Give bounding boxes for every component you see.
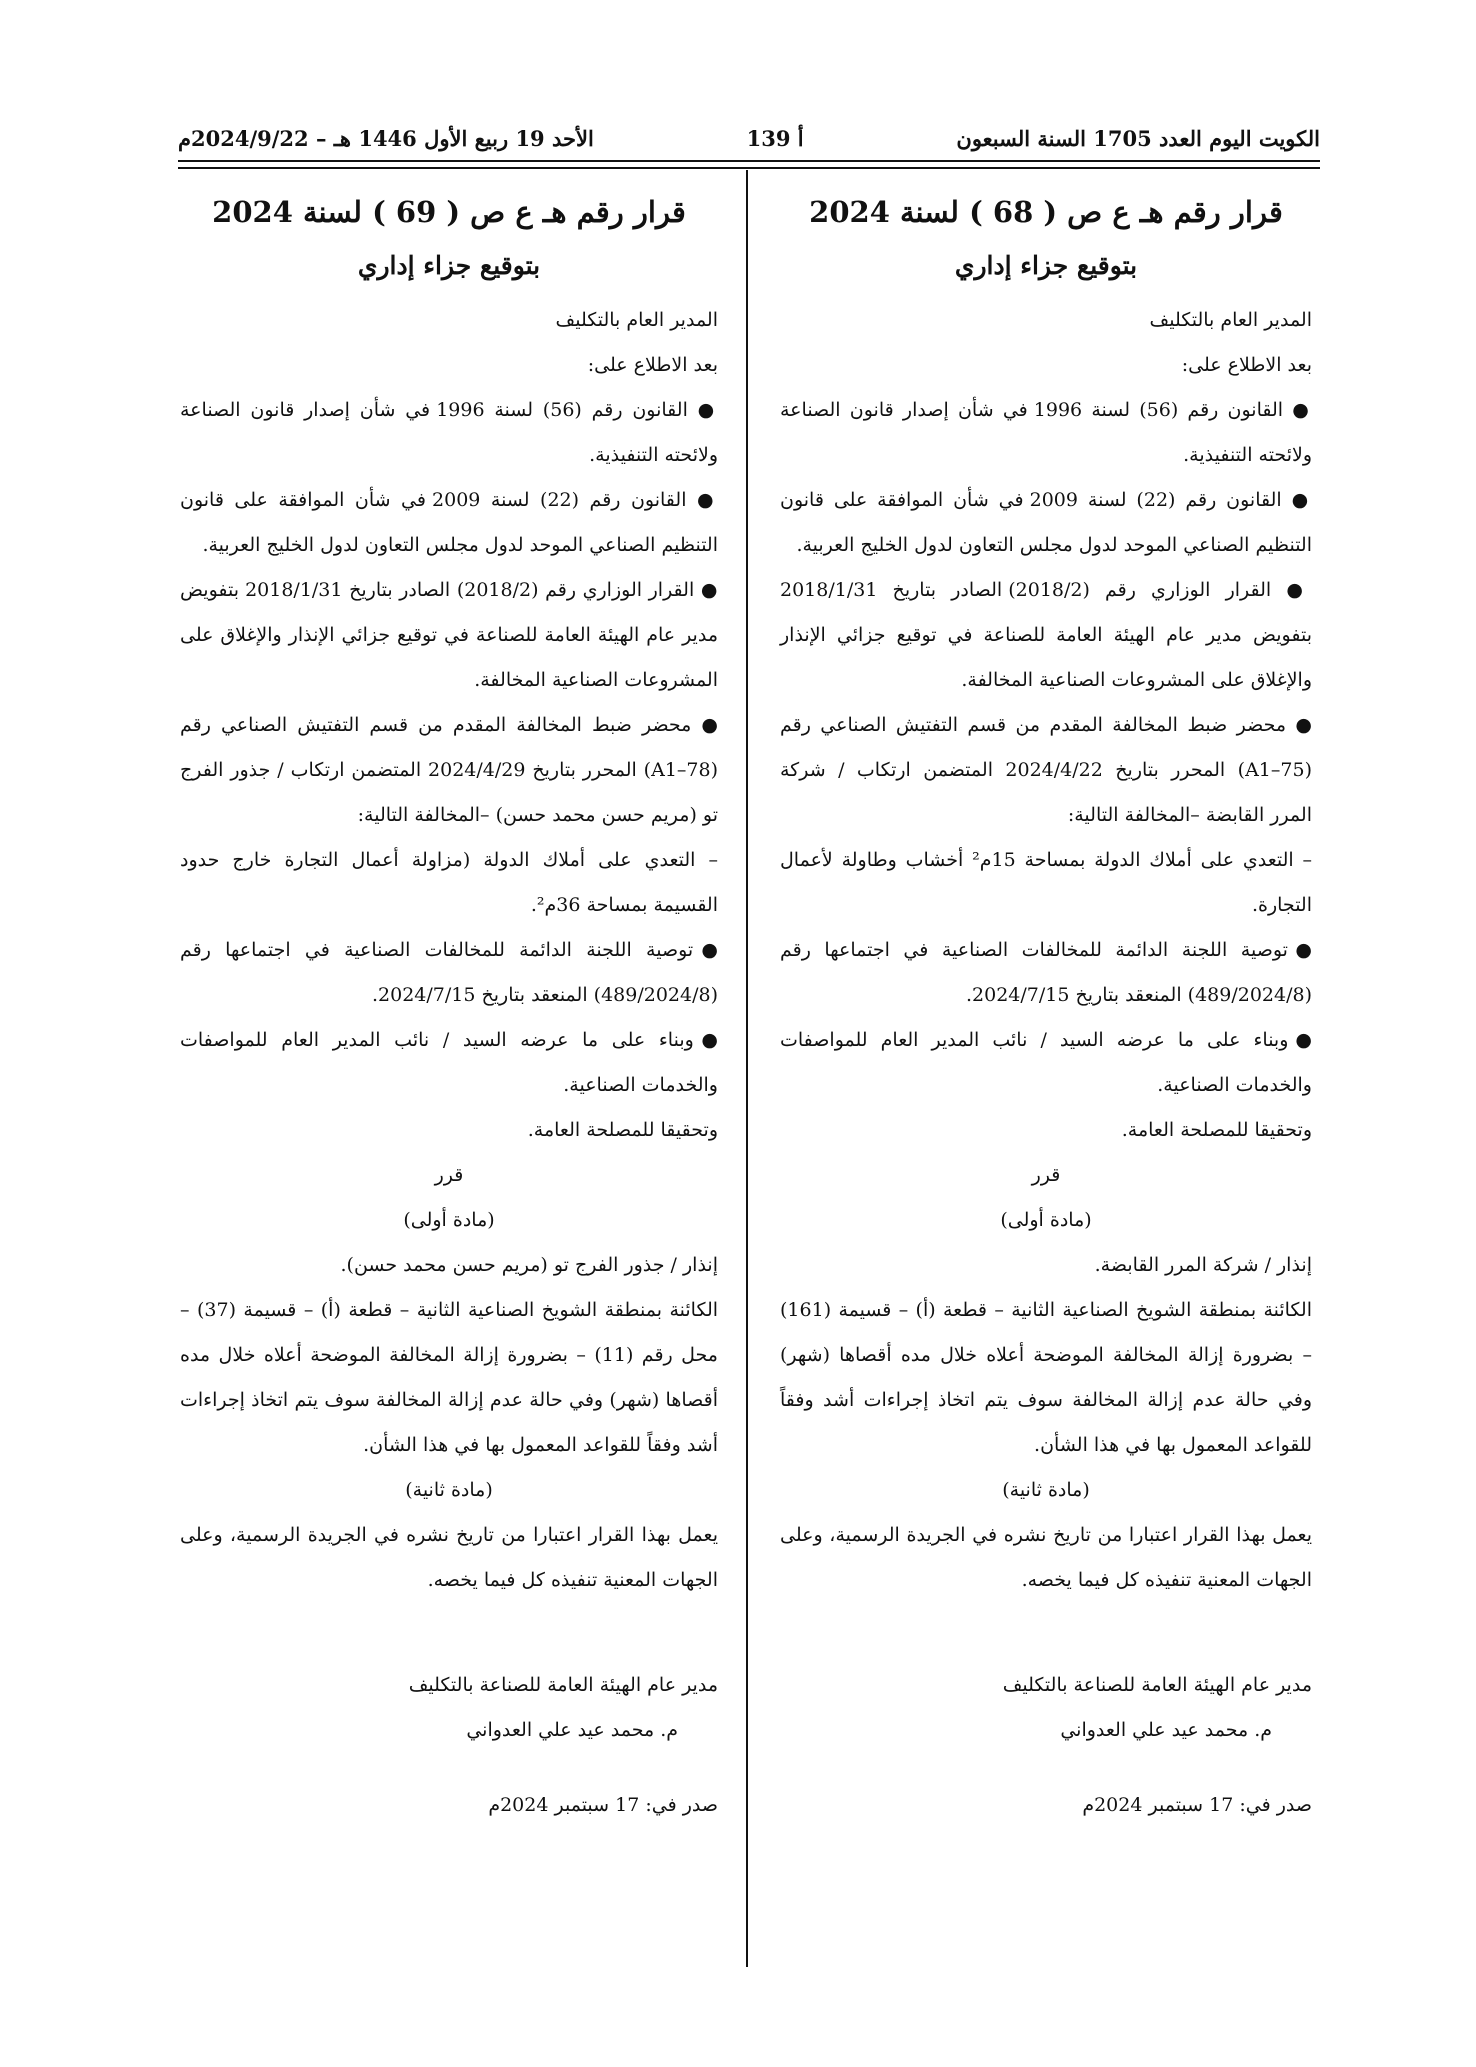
decision-subtitle: بتوقيع جزاء إداري: [357, 251, 541, 280]
decision-subtitle: بتوقيع جزاء إداري: [954, 251, 1138, 280]
decided-heading: قرر: [434, 1164, 464, 1186]
decision-title: قرار رقم هـ ع ص ( 69 ) لسنة 2024: [212, 195, 686, 229]
issue-date: صدر في: 17 سبتمبر 2024م: [1082, 1794, 1312, 1816]
decision-69: [180, 180, 718, 1828]
paragraph: إنذار / شركة المرر القابضة.: [1094, 1254, 1312, 1276]
paragraph: وتحقيقا للمصلحة العامة.: [527, 1119, 718, 1141]
decided-heading: قرر: [1031, 1164, 1061, 1186]
signature-title: مدير عام الهيئة العامة للصناعة بالتكليف: [1002, 1674, 1312, 1696]
paragraph: المدير العام بالتكليف: [555, 309, 718, 331]
paragraph: ● القرار الوزاري رقم (2018/2) الصادر بتاريخ 2018/1/31 بتفويض مدير عام الهيئة العامة للصناعة في توقيع جزائي الإنذار والإغلاق على المشروعات الصناعية المخالفة.: [780, 579, 1312, 691]
page-number: أ 139: [746, 125, 804, 151]
page-header: [178, 118, 1320, 158]
paragraph: ●وبناء على ما عرضه السيد / نائب المدير العام للمواصفات والخدمات الصناعية.: [180, 1029, 718, 1096]
paragraph: يعمل بهذا القرار اعتبارا من تاريخ نشره في الجريدة الرسمية، وعلى الجهات المعنية تنفيذه كل فيما يخصه.: [780, 1524, 1312, 1591]
header-date: الأحد 19 ربيع الأول 1446 هـ – 2024/9/22م: [178, 125, 594, 151]
paragraph: يعمل بهذا القرار اعتبارا من تاريخ نشره في الجريدة الرسمية، وعلى الجهات المعنية تنفيذه كل فيما يخصه.: [180, 1524, 718, 1591]
paragraph: ● القانون رقم (22) لسنة 2009 في شأن الموافقة على قانون التنظيم الصناعي الموحد لدول مجلس التعاون لدول الخليج العربية.: [780, 489, 1313, 556]
paragraph: ● محضر ضبط المخالفة المقدم من قسم التفتيش الصناعي رقم (A1–78) المحرر بتاريخ 2024/4/29 المتضمن ارتكاب / جذور الفرج تو (مريم حسن محمد حسن) –المخالفة التالية:: [180, 714, 719, 826]
paragraph: ●توصية اللجنة الدائمة للمخالفات الصناعية في اجتماعها رقم (489/2024/8) المنعقد بتاريخ 2024/7/15.: [180, 939, 718, 1006]
paragraph: الكائنة بمنطقة الشويخ الصناعية الثانية – قطعة (أ) – قسيمة (161) – بضرورة إزالة المخالفة الموضحة أعلاه خلال مده أقصاها (شهر) وفي حالة عدم إزالة المخالفة سوف يتم اتخاذ إجراءات أشد وفقاً للقواعد المعمول بها في هذا الشأن.: [780, 1299, 1312, 1456]
paragraph: بعد الاطلاع على:: [587, 354, 718, 376]
paragraph: ●توصية اللجنة الدائمة للمخالفات الصناعية في اجتماعها رقم (489/2024/8) المنعقد بتاريخ 2024/7/15.: [780, 939, 1312, 1006]
paragraph: ● محضر ضبط المخالفة المقدم من قسم التفتيش الصناعي رقم (A1–75) المحرر بتاريخ 2024/4/22 المتضمن ارتكاب / شركة المرر القابضة –المخالفة التالية:: [780, 714, 1312, 826]
issue-date: صدر في: 17 سبتمبر 2024م: [488, 1794, 718, 1816]
column-divider: [746, 170, 748, 1967]
paragraph: ●وبناء على ما عرضه السيد / نائب المدير العام للمواصفات والخدمات الصناعية.: [780, 1029, 1312, 1096]
signature-title: مدير عام الهيئة العامة للصناعة بالتكليف: [408, 1674, 718, 1696]
decision-68: [780, 180, 1312, 1828]
article-heading: (مادة أولى): [403, 1209, 495, 1231]
decision-title: قرار رقم هـ ع ص ( 68 ) لسنة 2024: [809, 195, 1283, 229]
paragraph: إنذار / جذور الفرج تو (مريم حسن محمد حسن).: [340, 1254, 718, 1276]
article-heading: (مادة ثانية): [1002, 1479, 1090, 1501]
signature-name: م. محمد عيد علي العدواني: [1060, 1719, 1272, 1741]
paragraph: ● القانون رقم (56) لسنة 1996 في شأن إصدار قانون الصناعة ولائحته التنفيذية.: [780, 399, 1312, 466]
paragraph: بعد الاطلاع على:: [1181, 354, 1312, 376]
header-rule: [178, 160, 1320, 162]
signature-name: م. محمد عيد علي العدواني: [466, 1719, 678, 1741]
header-rule: [178, 167, 1320, 169]
paragraph: ● القانون رقم (56) لسنة 1996 في شأن إصدار قانون الصناعة ولائحته التنفيذية.: [180, 399, 719, 466]
paragraph: – التعدي على أملاك الدولة (مزاولة أعمال التجارة خارج حدود القسيمة بمساحة 36م².: [180, 849, 718, 916]
gazette-issue: الكويت اليوم العدد 1705 السنة السبعون: [956, 125, 1320, 151]
article-heading: (مادة أولى): [1000, 1209, 1092, 1231]
article-heading: (مادة ثانية): [405, 1479, 493, 1501]
paragraph: المدير العام بالتكليف: [1149, 309, 1312, 331]
paragraph: ● القانون رقم (22) لسنة 2009 في شأن الموافقة على قانون التنظيم الصناعي الموحد لدول مجلس التعاون لدول الخليج العربية.: [180, 489, 718, 556]
paragraph: – التعدي على أملاك الدولة بمساحة 15م² أخشاب وطاولة لأعمال التجارة.: [780, 849, 1312, 916]
paragraph: ● القرار الوزاري رقم (2018/2) الصادر بتاريخ 2018/1/31 بتفويض مدير عام الهيئة العامة للصناعة في توقيع جزائي الإنذار والإغلاق على المشروعات الصناعية المخالفة.: [180, 579, 718, 691]
paragraph: وتحقيقا للمصلحة العامة.: [1121, 1119, 1312, 1141]
paragraph: الكائنة بمنطقة الشويخ الصناعية الثانية – قطعة (أ) – قسيمة (37) – محل رقم (11) – بضرورة إزالة المخالفة الموضحة أعلاه خلال مده أقصاها (شهر) وفي حالة عدم إزالة المخالفة سوف يتم اتخاذ إجراءات أشد وفقاً للقواعد المعمول بها في هذا الشأن.: [180, 1299, 719, 1456]
